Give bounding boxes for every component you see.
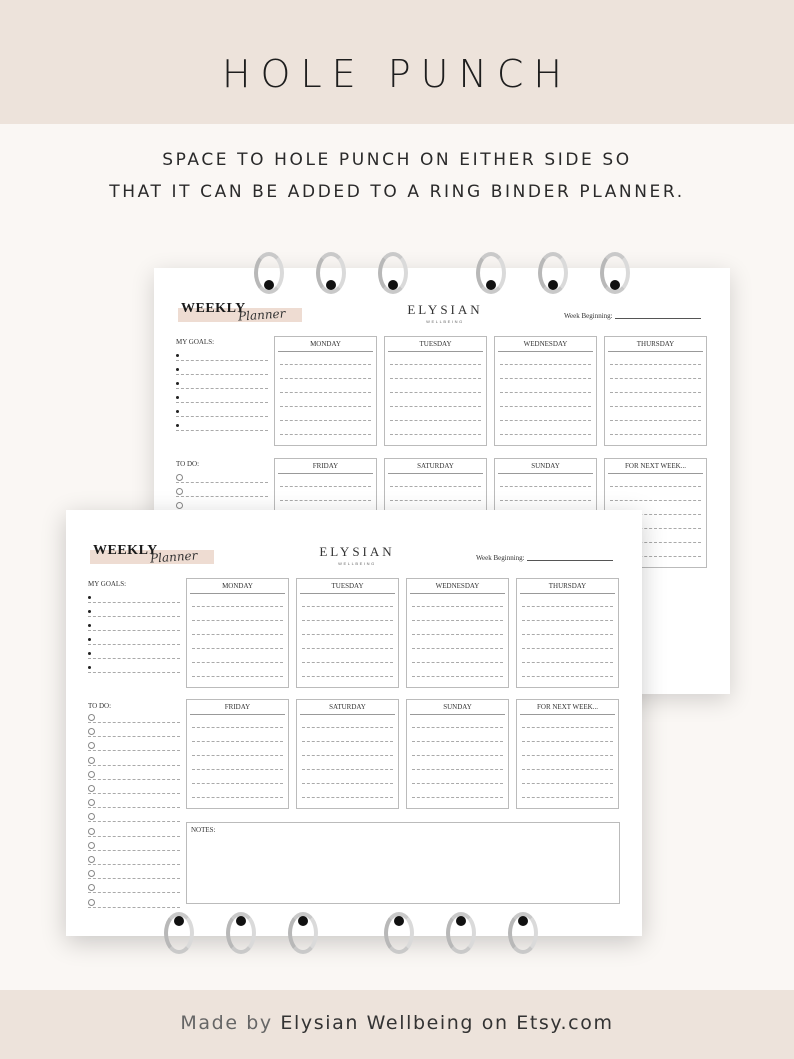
binder-ring-icon [164, 912, 194, 954]
checkbox-circle-icon [88, 714, 95, 721]
day-name: THURSDAY [636, 340, 675, 348]
day-line [192, 727, 283, 728]
goal-line [88, 650, 180, 659]
punch-hole [518, 916, 528, 926]
todo-line [88, 828, 180, 837]
todo-line [88, 884, 180, 893]
day-line [192, 606, 283, 607]
todo-line [88, 856, 180, 865]
day-line [302, 620, 393, 621]
day-line [610, 406, 701, 407]
day-rule [300, 714, 395, 715]
notes-label: NOTES: [191, 826, 216, 834]
checkbox-circle-icon [88, 828, 95, 835]
day-rule [190, 593, 285, 594]
subtitle-line-1: SPACE TO HOLE PUNCH ON EITHER SIDE SO [162, 150, 632, 170]
brand-planner-script: Planner [149, 548, 198, 566]
day-line [412, 797, 503, 798]
day-line [412, 606, 503, 607]
day-box [516, 699, 619, 809]
footer-brand: Elysian Wellbeing [280, 1012, 475, 1034]
day-line [390, 378, 481, 379]
week-beginning-line [527, 560, 613, 561]
punch-hole [456, 916, 466, 926]
day-line [302, 676, 393, 677]
day-name: FOR NEXT WEEK... [625, 462, 686, 470]
day-line [610, 500, 701, 501]
checkbox-circle-icon [88, 757, 95, 764]
day-rule [410, 593, 505, 594]
day-line [192, 662, 283, 663]
week-beginning [564, 312, 701, 320]
day-box [604, 336, 707, 446]
day-line [500, 434, 591, 435]
day-line [192, 634, 283, 635]
subtitle-line-2: THAT IT CAN BE ADDED TO A RING BINDER PLANNER. [109, 182, 685, 202]
day-rule [520, 714, 615, 715]
binder-ring-icon [254, 252, 284, 294]
brand-weekly: WEEKLY [181, 301, 246, 316]
binder-ring-icon [378, 252, 408, 294]
day-line [280, 406, 371, 407]
todo-line [88, 899, 180, 908]
todo-line [176, 488, 268, 497]
day-line [522, 620, 613, 621]
checkbox-circle-icon [176, 502, 183, 509]
day-line [522, 741, 613, 742]
punch-hole [388, 280, 398, 290]
day-line [412, 634, 503, 635]
brand-planner-script: Planner [237, 306, 286, 324]
goal-line [88, 622, 180, 631]
day-rule [388, 473, 483, 474]
bullet-icon [88, 666, 91, 669]
goal-line [176, 352, 268, 361]
day-line [412, 741, 503, 742]
day-line [522, 783, 613, 784]
goal-line [176, 422, 268, 431]
punch-hole [326, 280, 336, 290]
day-line [302, 755, 393, 756]
binder-ring-icon [446, 912, 476, 954]
bullet-icon [88, 610, 91, 613]
day-box [494, 336, 597, 446]
goals-label: MY GOALS: [176, 338, 215, 346]
punch-hole [548, 280, 558, 290]
planner-sheet-front [66, 510, 642, 936]
binder-ring-icon [538, 252, 568, 294]
day-line [500, 500, 591, 501]
binder-ring-icon [600, 252, 630, 294]
day-line [280, 392, 371, 393]
todo-line [88, 757, 180, 766]
bullet-icon [176, 424, 179, 427]
todo-line [88, 771, 180, 780]
day-line [280, 364, 371, 365]
day-line [302, 797, 393, 798]
day-line [302, 727, 393, 728]
punch-hole [394, 916, 404, 926]
binder-ring-icon [288, 912, 318, 954]
checkbox-circle-icon [176, 474, 183, 481]
day-rule [608, 351, 703, 352]
day-box [186, 578, 289, 688]
goal-line [88, 664, 180, 673]
checkbox-circle-icon [88, 884, 95, 891]
bullet-icon [176, 354, 179, 357]
bullet-icon [88, 596, 91, 599]
day-line [192, 620, 283, 621]
week-beginning [476, 554, 613, 562]
checkbox-circle-icon [88, 742, 95, 749]
todo-line [88, 870, 180, 879]
day-line [192, 741, 283, 742]
day-rule [190, 714, 285, 715]
punch-hole [236, 916, 246, 926]
todo-label: TO DO: [176, 460, 200, 468]
checkbox-circle-icon [88, 728, 95, 735]
punch-hole [174, 916, 184, 926]
day-line [412, 783, 503, 784]
day-line [412, 755, 503, 756]
day-line [302, 783, 393, 784]
binder-ring-icon [508, 912, 538, 954]
day-rule [278, 473, 373, 474]
bullet-icon [176, 396, 179, 399]
day-line [302, 741, 393, 742]
week-beginning-label: Week Beginning: [564, 312, 613, 320]
day-box [296, 699, 399, 809]
day-name: SATURDAY [417, 462, 454, 470]
day-name: THURSDAY [548, 582, 587, 590]
bullet-icon [88, 652, 91, 655]
day-line [280, 434, 371, 435]
checkbox-circle-icon [88, 899, 95, 906]
footer-suffix: on Etsy.com [481, 1012, 614, 1034]
day-line [302, 606, 393, 607]
punch-hole [610, 280, 620, 290]
goal-line [88, 594, 180, 603]
day-line [610, 364, 701, 365]
day-name: MONDAY [310, 340, 341, 348]
day-box [406, 699, 509, 809]
day-line [390, 392, 481, 393]
day-line [192, 797, 283, 798]
goal-line [176, 394, 268, 403]
punch-hole [264, 280, 274, 290]
bullet-icon [88, 638, 91, 641]
day-name: FRIDAY [312, 462, 339, 470]
day-line [302, 648, 393, 649]
day-line [412, 662, 503, 663]
todo-line [88, 785, 180, 794]
checkbox-circle-icon [88, 771, 95, 778]
planner-brand [178, 298, 308, 326]
day-line [280, 500, 371, 501]
day-line [192, 676, 283, 677]
elysian-logo [312, 544, 402, 566]
logo-main: ELYSIAN [319, 544, 395, 559]
day-line [500, 406, 591, 407]
todo-line [88, 813, 180, 822]
goals-label: MY GOALS: [88, 580, 127, 588]
day-rule [410, 714, 505, 715]
page-title: HOLE PUNCH [221, 52, 572, 96]
day-line [390, 406, 481, 407]
checkbox-circle-icon [88, 799, 95, 806]
day-box [296, 578, 399, 688]
day-line [412, 727, 503, 728]
bullet-icon [88, 624, 91, 627]
binder-ring-icon [316, 252, 346, 294]
goal-line [176, 366, 268, 375]
day-line [280, 420, 371, 421]
day-line [412, 676, 503, 677]
day-line [610, 486, 701, 487]
bullet-icon [176, 368, 179, 371]
day-name: WEDNESDAY [523, 340, 568, 348]
day-line [390, 500, 481, 501]
day-box [516, 578, 619, 688]
day-line [522, 662, 613, 663]
todo-line [88, 799, 180, 808]
bullet-icon [176, 410, 179, 413]
checkbox-circle-icon [88, 785, 95, 792]
todo-line [88, 842, 180, 851]
binder-ring-icon [226, 912, 256, 954]
binder-ring-icon [476, 252, 506, 294]
checkbox-circle-icon [88, 870, 95, 877]
day-line [500, 364, 591, 365]
day-line [390, 364, 481, 365]
todo-line [176, 474, 268, 483]
planner-brand [90, 540, 220, 568]
day-name: MONDAY [222, 582, 253, 590]
day-box [406, 578, 509, 688]
day-name: TUESDAY [419, 340, 452, 348]
day-rule [608, 473, 703, 474]
day-line [500, 392, 591, 393]
day-name: SUNDAY [531, 462, 560, 470]
binder-ring-icon [384, 912, 414, 954]
todo-line [88, 742, 180, 751]
week-beginning-line [615, 318, 701, 319]
day-name: TUESDAY [331, 582, 364, 590]
day-line [280, 378, 371, 379]
day-line [302, 769, 393, 770]
day-box [274, 336, 377, 446]
todo-label: TO DO: [88, 702, 112, 710]
day-line [390, 434, 481, 435]
logo-main: ELYSIAN [407, 302, 483, 317]
elysian-logo [400, 302, 490, 324]
day-name: WEDNESDAY [435, 582, 480, 590]
day-rule [498, 351, 593, 352]
day-line [522, 797, 613, 798]
punch-hole [486, 280, 496, 290]
checkbox-circle-icon [88, 842, 95, 849]
day-line [192, 783, 283, 784]
goal-line [88, 608, 180, 617]
day-line [390, 420, 481, 421]
day-line [500, 378, 591, 379]
day-line [500, 486, 591, 487]
footer-credit [0, 1012, 794, 1034]
day-rule [278, 351, 373, 352]
day-name: FRIDAY [224, 703, 251, 711]
day-line [522, 648, 613, 649]
notes-box [186, 822, 620, 904]
goal-line [88, 636, 180, 645]
day-line [610, 378, 701, 379]
goal-line [176, 380, 268, 389]
day-rule [388, 351, 483, 352]
punch-hole [298, 916, 308, 926]
day-line [522, 755, 613, 756]
brand-weekly: WEEKLY [93, 543, 158, 558]
day-name: FOR NEXT WEEK... [537, 703, 598, 711]
day-line [280, 486, 371, 487]
day-line [192, 769, 283, 770]
day-line [302, 634, 393, 635]
day-rule [498, 473, 593, 474]
checkbox-circle-icon [176, 488, 183, 495]
day-line [412, 648, 503, 649]
day-line [522, 634, 613, 635]
day-line [412, 769, 503, 770]
day-line [522, 676, 613, 677]
checkbox-circle-icon [88, 856, 95, 863]
day-line [610, 434, 701, 435]
logo-sub: WELLBEING [426, 319, 464, 324]
day-box [384, 336, 487, 446]
day-line [302, 662, 393, 663]
day-line [610, 392, 701, 393]
goal-line [176, 408, 268, 417]
day-name: SUNDAY [443, 703, 472, 711]
checkbox-circle-icon [88, 813, 95, 820]
day-line [192, 755, 283, 756]
day-line [610, 420, 701, 421]
day-line [522, 606, 613, 607]
day-line [522, 727, 613, 728]
day-box [186, 699, 289, 809]
day-line [500, 420, 591, 421]
day-line [192, 648, 283, 649]
todo-line [88, 728, 180, 737]
footer-prefix: Made by [180, 1012, 273, 1034]
day-line [522, 769, 613, 770]
day-name: SATURDAY [329, 703, 366, 711]
day-line [390, 486, 481, 487]
day-rule [520, 593, 615, 594]
day-line [412, 620, 503, 621]
bullet-icon [176, 382, 179, 385]
week-beginning-label: Week Beginning: [476, 554, 525, 562]
todo-line [88, 714, 180, 723]
day-rule [300, 593, 395, 594]
logo-sub: WELLBEING [338, 561, 376, 566]
